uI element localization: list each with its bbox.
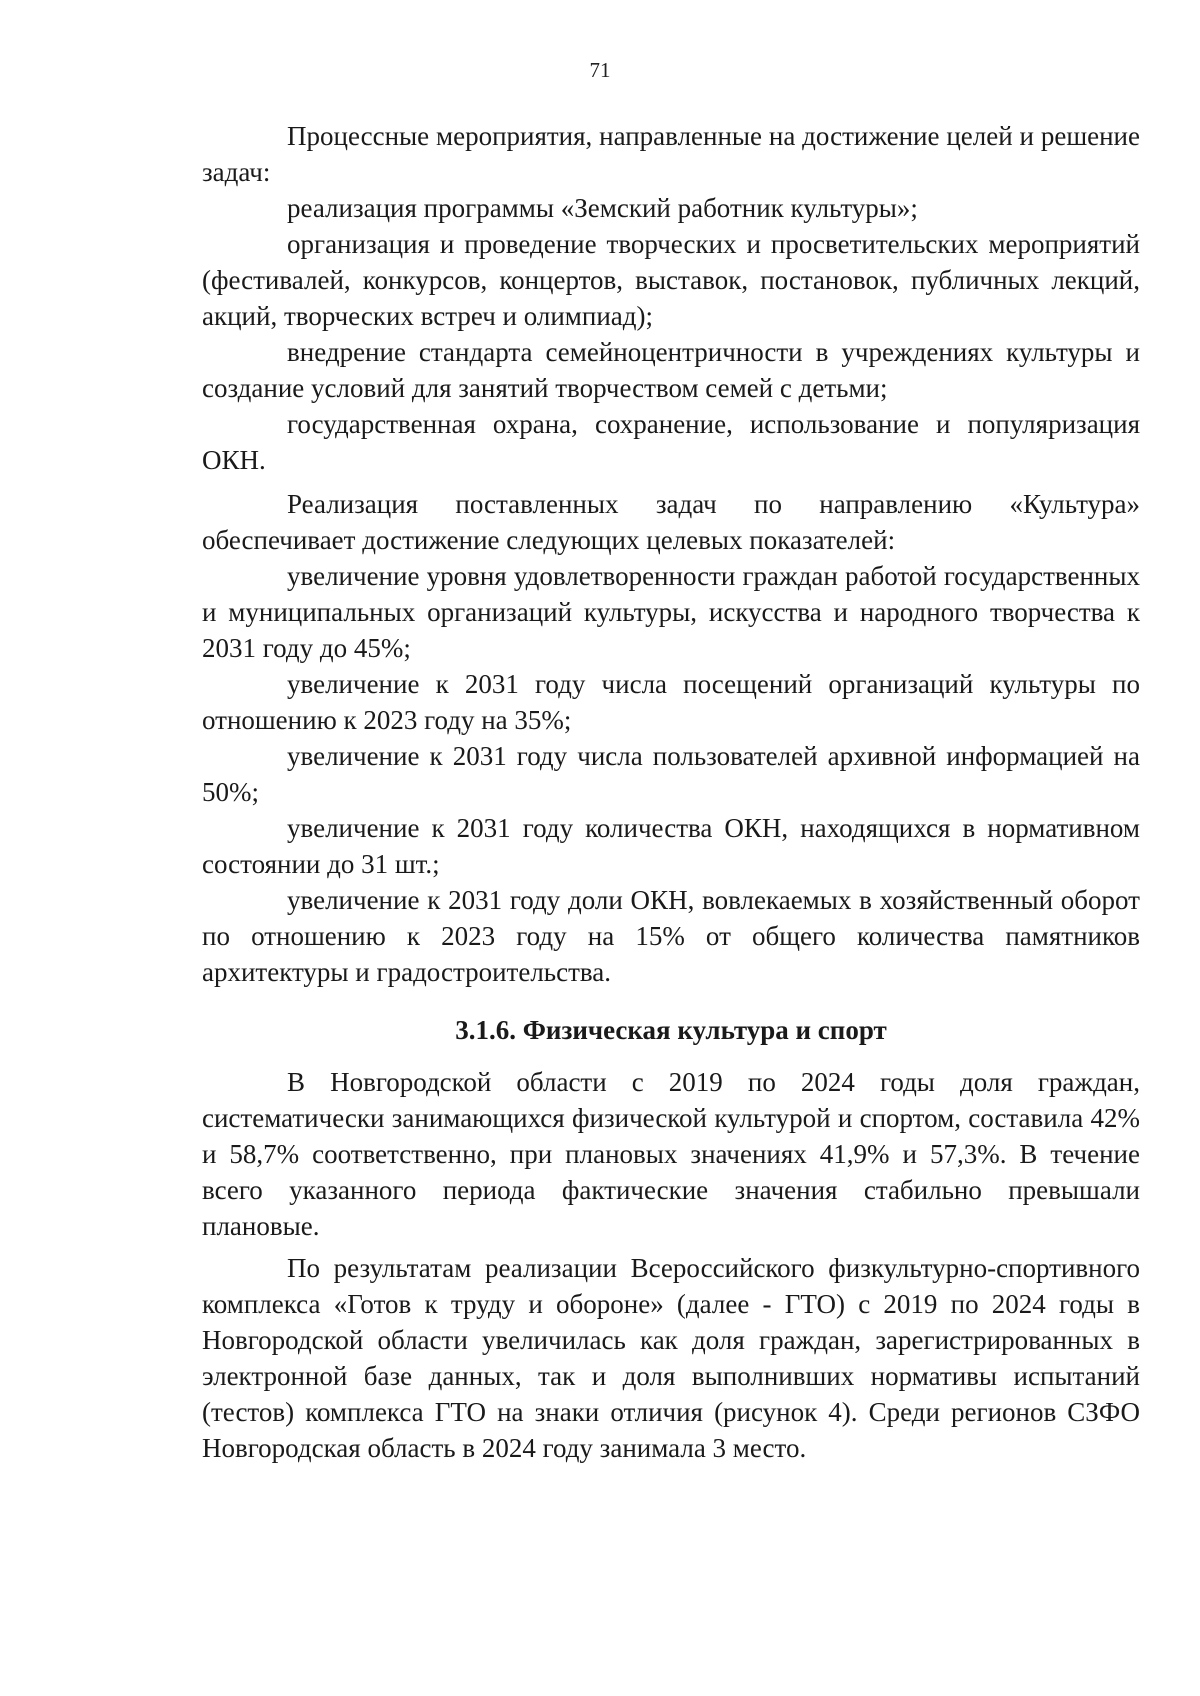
paragraph: увеличение к 2031 году числа посещений организаций культуры по отношению к 2023 году на 35%; <box>202 669 1140 735</box>
page-number: 71 <box>589 58 611 82</box>
paragraph: увеличение к 2031 году количества ОКН, находящихся в нормативном состоянии до 31 шт.; <box>202 813 1140 879</box>
paragraph: Процессные мероприятия, направленные на достижение целей и решение задач: <box>202 121 1140 187</box>
paragraph: государственная охрана, сохранение, использование и популяризация ОКН. <box>202 409 1140 475</box>
paragraph: организация и проведение творческих и просветительских мероприятий (фестивалей, конкурсов, концертов, выставок, постановок, публичных лекций, акций, творческих встреч и олимпиад); <box>202 229 1140 331</box>
paragraph: реализация программы «Земский работник культуры»; <box>287 193 918 223</box>
paragraph: увеличение уровня удовлетворенности граждан работой государственных и муниципальных организаций культуры, искусства и народного творчества к 2031 году до 45%; <box>202 561 1140 663</box>
paragraph: увеличение к 2031 году доли ОКН, вовлекаемых в хозяйственный оборот по отношению к 2023 году на 15% от общего количества памятников архитектуры и градостроительства. <box>202 885 1140 987</box>
paragraph: внедрение стандарта семейноцентричности в учреждениях культуры и создание условий для занятий творчеством семей с детьми; <box>202 337 1140 403</box>
paragraph: В Новгородской области с 2019 по 2024 годы доля граждан, систематически занимающихся физической культурой и спортом, составила 42% и 58,7% соответственно, при плановых значениях 41,9% и 57,3%. В течение всего указанного периода фактические значения стабильно превышали плановые. <box>202 1067 1140 1241</box>
document-body <box>202 118 1140 1466</box>
paragraph: Реализация поставленных задач по направлению «Культура» обеспечивает достижение следующих целевых показателей: <box>202 489 1140 555</box>
paragraph: увеличение к 2031 году числа пользователей архивной информацией на 50%; <box>202 741 1140 807</box>
paragraph: По результатам реализации Всероссийского физкультурно-спортивного комплекса «Готов к труду и обороне» (далее - ГТО) с 2019 по 2024 годы в Новгородской области увеличилась как доля граждан, зарегистрированных в электронной базе данных, так и доля выполнивших нормативы испытаний (тестов) комплекса ГТО на знаки отличия (рисунок 4). Среди регионов СЗФО Новгородская область в 2024 году занимала 3 место. <box>202 1253 1140 1463</box>
section-heading: 3.1.6. Физическая культура и спорт <box>455 1015 887 1045</box>
